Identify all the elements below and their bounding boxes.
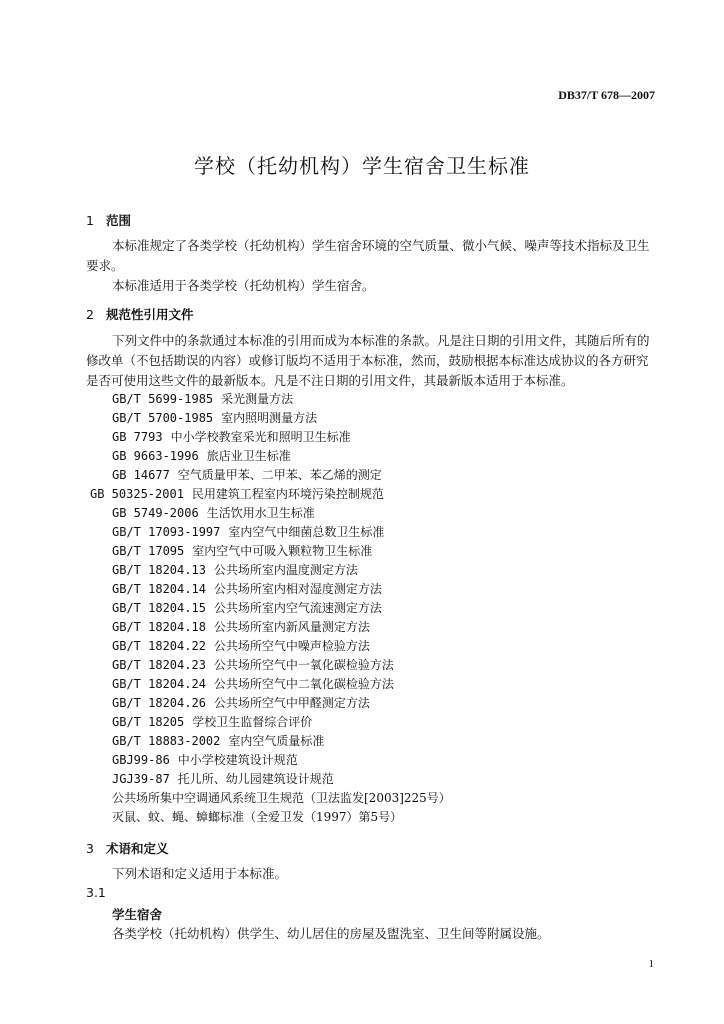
reference-name: 公共场所室内相对湿度测定方法: [213, 582, 382, 596]
reference-name: 公共场所空气中甲醛测定方法: [213, 696, 370, 710]
reference-item: [112, 789, 451, 806]
reference-item: [112, 599, 382, 616]
reference-item: [112, 732, 324, 749]
reference-item: [112, 580, 382, 597]
reference-name: 生活饮用水卫生标准: [206, 506, 315, 520]
reference-name: 托儿所、幼儿园建筑设计规范: [177, 772, 334, 786]
reference-name: 室内空气中细菌总数卫生标准: [228, 525, 385, 539]
reference-name: 公共场所空气中噪声检验方法: [213, 639, 370, 653]
reference-code: GB 5749-2006: [112, 506, 199, 520]
section-number: 2: [86, 307, 94, 322]
reference-name: 室内空气中可吸入颗粒物卫生标准: [192, 544, 373, 558]
reference-item: [112, 561, 358, 578]
reference-name: 灭鼠、蚊、蝇、蟑螂标准（全爱卫发（1997）第5号）: [112, 810, 403, 824]
paragraph: 下列文件中的条款通过本标准的引用而成为本标准的条款。凡是注日期的引用文件，其随后所有的: [112, 333, 650, 348]
reference-item: [112, 428, 351, 445]
reference-item: [112, 523, 384, 540]
reference-name: 公共场所室内空气流速测定方法: [213, 601, 382, 615]
section-title: 范围: [106, 213, 132, 228]
reference-code: GB 7793: [112, 430, 163, 444]
paragraph: 下列术语和定义适用于本标准。: [112, 866, 288, 881]
reference-code: GBJ99-86: [112, 753, 170, 767]
reference-code: GB/T 18204.26: [112, 696, 206, 710]
reference-name: 室内空气质量标准: [228, 734, 325, 748]
reference-item: [112, 618, 370, 635]
reference-code: GB 14677: [112, 468, 170, 482]
reference-item: [112, 675, 394, 692]
reference-code: GB/T 18204.24: [112, 677, 206, 691]
paragraph: 是否可使用这些文件的最新版本。凡是不注日期的引用文件，其最新版本适用于本标准。: [86, 373, 574, 388]
paragraph: 修改单（不包括勘误的内容）或修订版均不适用于本标准，然而，鼓励根据本标准达成协议的各方研究: [86, 353, 649, 368]
document-code: DB37/T 678—2007: [558, 88, 655, 102]
reference-code: GB/T 18205: [112, 715, 185, 729]
reference-name: 民用建筑工程室内环境污染控制规范: [191, 487, 384, 501]
document-title: 学校（托幼机构）学生宿舍卫生标准: [194, 154, 530, 178]
reference-name: 空气质量甲苯、二甲苯、苯乙烯的测定: [177, 468, 382, 482]
section-title: 规范性引用文件: [106, 307, 194, 322]
paragraph: 要求。: [86, 258, 124, 273]
reference-code: GB/T 17093-1997: [112, 525, 221, 539]
section-title: 术语和定义: [106, 841, 169, 856]
section-number: 1: [86, 213, 94, 228]
reference-code: GB/T 5699-1985: [112, 392, 214, 406]
section-2-heading: [86, 305, 194, 323]
reference-code: GB/T 18204.23: [112, 658, 206, 672]
term-title: 学生宿舍: [112, 907, 163, 922]
reference-item: [112, 694, 370, 711]
reference-item: [112, 504, 315, 521]
section-1-heading: [86, 211, 131, 229]
reference-item: [90, 485, 384, 502]
reference-name: 公共场所集中空调通风系统卫生规范（卫法监发[2003]225号）: [112, 791, 451, 805]
reference-code: GB/T 18883-2002: [112, 734, 221, 748]
reference-name: 中小学校教室采光和照明卫生标准: [170, 430, 351, 444]
reference-item: [112, 390, 293, 407]
reference-name: 室内照明测量方法: [221, 411, 318, 425]
reference-code: GB 9663-1996: [112, 449, 199, 463]
reference-name: 采光测量方法: [221, 392, 294, 406]
section-number: 3: [86, 841, 94, 856]
reference-name: 公共场所室内温度测定方法: [213, 563, 358, 577]
page-number: 1: [648, 958, 654, 970]
reference-code: GB/T 18204.22: [112, 639, 206, 653]
reference-code: GB 50325-2001: [90, 487, 184, 501]
reference-item: [112, 542, 372, 559]
reference-item: [112, 770, 334, 787]
reference-item: [112, 751, 298, 768]
reference-name: 公共场所空气中二氧化碳检验方法: [213, 677, 394, 691]
reference-code: GB/T 5700-1985: [112, 411, 214, 425]
paragraph: 本标准适用于各类学校（托幼机构）学生宿舍。: [112, 278, 375, 293]
reference-code: GB/T 18204.18: [112, 620, 206, 634]
section-3-heading: [86, 839, 169, 857]
reference-item: [112, 656, 394, 673]
reference-item: [112, 713, 312, 730]
reference-name: 公共场所室内新风量测定方法: [213, 620, 370, 634]
reference-code: GB/T 18204.14: [112, 582, 206, 596]
term-definition: 各类学校（托幼机构）供学生、幼儿居住的房屋及盥洗室、卫生间等附属设施。: [112, 926, 550, 941]
reference-name: 学校卫生监督综合评价: [192, 715, 313, 729]
paragraph: 本标准规定了各类学校（托幼机构）学生宿舍环境的空气质量、微小气候、噪声等技术指标及卫生: [112, 238, 650, 253]
term-number: 3.1: [86, 885, 106, 900]
reference-item: [112, 637, 370, 654]
reference-name: 公共场所空气中一氧化碳检验方法: [213, 658, 394, 672]
reference-code: GB/T 18204.15: [112, 601, 206, 615]
reference-item: [112, 466, 382, 483]
reference-name: 旅店业卫生标准: [206, 449, 291, 463]
reference-name: 中小学校建筑设计规范: [177, 753, 298, 767]
reference-item: [112, 409, 317, 426]
reference-code: JGJ39-87: [112, 772, 170, 786]
reference-code: GB/T 18204.13: [112, 563, 206, 577]
reference-item: [112, 808, 402, 825]
reference-item: [112, 447, 291, 464]
reference-code: GB/T 17095: [112, 544, 185, 558]
